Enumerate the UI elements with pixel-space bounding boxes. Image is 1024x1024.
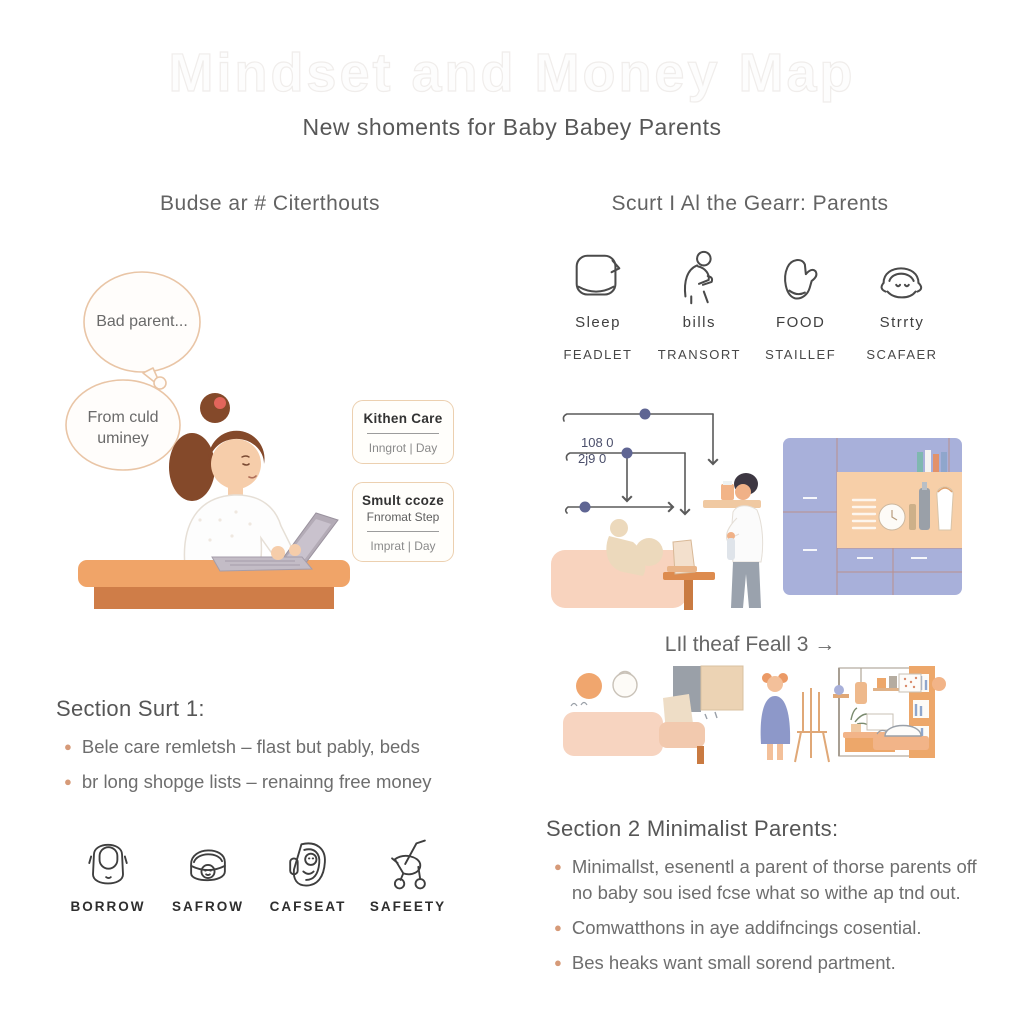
category-label: FOOD — [775, 314, 826, 331]
section-2-heading: Section 2 Minimalist Parents: — [546, 816, 839, 841]
bedroom-scene — [833, 666, 946, 758]
bullet-dot: ● — [554, 919, 562, 935]
gear-borrow — [62, 834, 154, 914]
speech-bubble-small-text: From culd uminey — [87, 409, 159, 447]
person-in-blue-dress — [761, 673, 790, 760]
speech-bubble-large-text: Bad parent... — [96, 313, 188, 330]
gear-icon-grid — [62, 834, 454, 914]
category-sublabel: FEADLET — [563, 347, 633, 362]
flow-number-bottom: 2j9 0 — [578, 451, 607, 466]
category-grid — [552, 248, 948, 362]
budget-card-2 — [352, 482, 454, 562]
section-2-bullet: ● Bes heaks want small sorend partment. — [546, 950, 978, 976]
page-title: Mindset and Money Map — [168, 43, 856, 103]
card-title: Smult ccoze — [361, 493, 445, 508]
page-subtitle: New shoments for Baby Babey Parents — [302, 114, 722, 140]
infant-carrier-icon — [78, 834, 138, 894]
category-sublabel: STAILLEF — [765, 347, 837, 362]
hunched-person-icon — [668, 248, 730, 310]
category-strrty — [856, 248, 948, 362]
section-2 — [546, 816, 978, 985]
section-2-bullet: ● Minimallst, esenentl a parent of thorse parents off no baby sou ised fcse what so withe ap tnd out. — [546, 854, 978, 906]
mid-link[interactable]: LIl theaf Feall 3 → — [664, 633, 836, 656]
category-label: Sleep — [575, 314, 621, 331]
stroller-icon — [378, 834, 438, 894]
bonnet-icon — [871, 248, 933, 310]
mattress-icon — [567, 248, 629, 310]
mitten-icon — [770, 248, 832, 310]
woman-figure — [169, 393, 293, 567]
category-food — [755, 248, 847, 362]
sofa-scene — [551, 519, 715, 610]
right-section-header: Scurt I Al the Gearr: Parents — [611, 192, 889, 215]
category-label: Strrty — [879, 314, 925, 331]
gear-cafseat — [262, 834, 354, 914]
category-sublabel: TRANSORT — [657, 347, 741, 362]
category-bills — [653, 248, 745, 362]
gear-label: CAFSEAT — [269, 899, 347, 914]
bullet-dot: ● — [64, 739, 72, 754]
card-meta: Imprat | Day — [370, 539, 436, 553]
card-meta: Inngrot | Day — [368, 441, 438, 455]
category-sleep — [552, 248, 644, 362]
flow-number-top: 108 0 — [581, 435, 614, 450]
category-label: bills — [682, 314, 716, 331]
section-2-bullet: ● Comwatthons in aye addifncings cosential. — [546, 915, 978, 941]
budget-card-1 — [352, 400, 454, 464]
car-seat-icon — [278, 834, 338, 894]
gear-label: SAFROW — [172, 899, 244, 914]
bullet-dot: ● — [554, 859, 562, 874]
gear-safeety — [362, 834, 454, 914]
left-section-header: Budse ar # Citerthouts — [160, 192, 380, 215]
bullet-dot: ● — [554, 954, 562, 970]
gear-label: SAFEETY — [369, 899, 447, 914]
section-1-heading: Section Surt 1: — [56, 696, 205, 721]
standing-man — [703, 473, 763, 608]
wooden-chair — [795, 688, 829, 762]
bullet-dot: ● — [64, 773, 72, 789]
gear-label: BORROW — [70, 899, 146, 914]
card-divider — [367, 433, 439, 434]
card-subtitle: Fnromat Step — [366, 510, 440, 524]
card-divider — [367, 531, 439, 532]
section-1-bullet: ● Bele care remletsh – flast but pably, beds — [56, 734, 496, 760]
gear-safrow — [162, 834, 254, 914]
rooms-illustration — [555, 658, 955, 786]
section-1-bullet: ● br long shopge lists – renainng free money — [56, 769, 496, 795]
flowchart-and-room-illustration — [545, 400, 965, 615]
cabinet — [783, 438, 962, 595]
living-room-scene — [563, 666, 743, 764]
category-sublabel: SCAFAER — [866, 347, 938, 362]
card-title: Kithen Care — [363, 411, 443, 426]
section-1 — [56, 696, 496, 804]
carrier-canopy-icon — [178, 834, 238, 894]
